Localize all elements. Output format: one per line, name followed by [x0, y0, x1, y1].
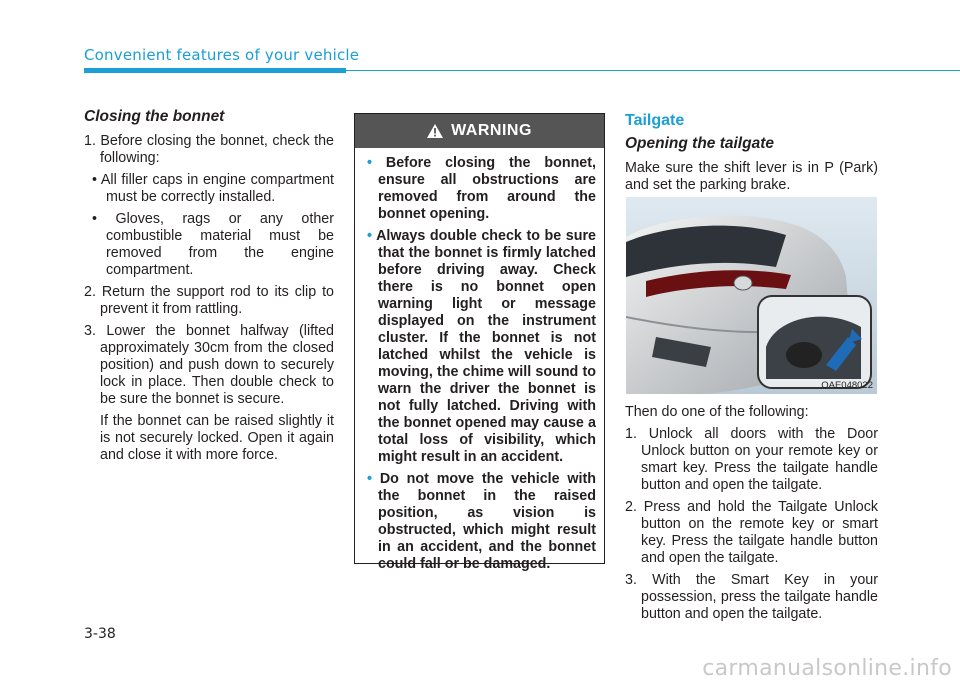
- closing-step-2: 2. Return the support rod to its clip to prevent it from rattling.: [84, 284, 334, 317]
- closing-bullet-1: • All filler caps in engine compartment must be correctly installed.: [92, 172, 334, 205]
- tailgate-step-2: 2. Press and hold the Tailgate Unlock button on the remote key or smart key. Press the tailgate handle button and open the tailgate.: [625, 499, 878, 566]
- left-column: [84, 108, 334, 464]
- tailgate-step-1: 1. Unlock all doors with the Door Unlock button on your remote key or smart key. Press the tailgate handle button and open the tailgate.: [625, 426, 878, 493]
- warning-header: [355, 114, 604, 148]
- warning-item: [367, 471, 596, 573]
- closing-step-1: 1. Before closing the bonnet, check the following:: [84, 133, 334, 166]
- closing-note: If the bonnet can be raised slightly it is not securely locked. Open it again and close it with more force.: [100, 413, 334, 463]
- header-accent-bar: [84, 68, 346, 73]
- warning-box: [354, 113, 605, 572]
- warning-item: [367, 155, 596, 223]
- tailgate-section-title: Tailgate: [625, 112, 685, 129]
- opening-tailgate-heading: Opening the tailgate: [625, 135, 774, 152]
- warning-title: WARNING: [451, 122, 532, 139]
- closing-step-3: 3. Lower the bonnet halfway (lifted approximately 30cm from the closed position) and push down to securely lock in place. Then double check to be sure the bonnet is secure.: [84, 323, 334, 407]
- tailgate-step-3: 3. With the Smart Key in your possession, press the tailgate handle button and open the tailgate.: [625, 572, 878, 622]
- tailgate-figure: [626, 197, 877, 394]
- right-column: [625, 112, 878, 194]
- car-rear-illustration: [626, 197, 877, 394]
- bullet-icon: •: [367, 155, 386, 171]
- tailgate-steps: [625, 404, 878, 628]
- tailgate-lead: Then do one of the following:: [625, 404, 809, 420]
- closing-bonnet-heading: Closing the bonnet: [84, 108, 225, 125]
- warning-item: [367, 228, 596, 466]
- figure-caption: OAE048022: [821, 380, 873, 391]
- bullet-icon: •: [367, 228, 377, 244]
- header-rule: [346, 70, 960, 71]
- warning-item-text: Always double check to be sure that the bonnet is firmly latched before driving away. Check there is no bonnet open warning light or message displayed on the instrument cluster. If the bonnet is not latched whilst the vehicle is moving, the chime will sound to warn the driver the bonnet is not fully latched. Driving with the bonnet opened may cause a total loss of visibility, which might result in an accident.: [376, 228, 596, 465]
- bullet-icon: •: [367, 471, 380, 487]
- warning-triangle-icon: [427, 124, 443, 138]
- section-header-title: Convenient features of your vehicle: [84, 46, 360, 64]
- warning-item-text: Before closing the bonnet, ensure all obstructions are removed from around the bonnet opening.: [378, 155, 596, 222]
- page-number: 3-38: [84, 626, 116, 642]
- watermark: carmanualsonline.info: [702, 656, 952, 681]
- closing-bullet-2: • Gloves, rags or any other combustible material must be removed from the engine compartment.: [92, 211, 334, 278]
- warning-item-text: Do not move the vehicle with the bonnet in the raised position, as vision is obstructed, which might result in an accident, and the bonnet could fall or be damaged.: [378, 471, 596, 572]
- tailgate-intro: Make sure the shift lever is in P (Park) and set the parking brake.: [625, 160, 878, 193]
